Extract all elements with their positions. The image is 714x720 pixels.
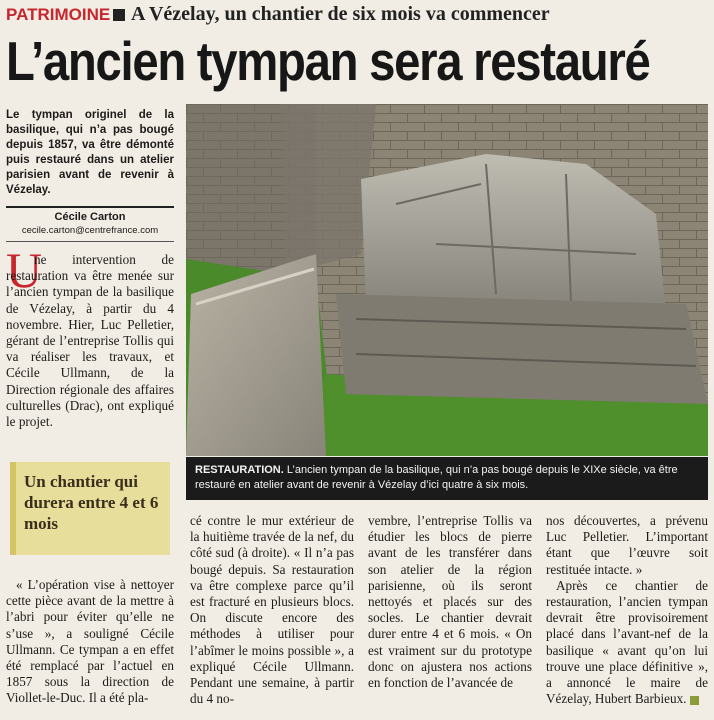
photo-illustration	[186, 104, 708, 456]
lede: Le tympan originel de la basilique, qui n’a pas bougé depuis 1857, va être démonté puis restauré dans un atelier parisien avant de revenir à Vézelay.	[6, 109, 174, 196]
author-email: cecile.carton@centrefrance.com	[21, 225, 159, 236]
kicker: A Vézelay, un chantier de six mois va commencer	[131, 3, 550, 25]
tympanum-photo	[186, 104, 708, 456]
section-label: PATRIMOINE	[6, 5, 111, 24]
photo-caption	[186, 457, 708, 500]
body-column-4	[546, 513, 708, 707]
caption-label: RESTAURATION.	[195, 464, 284, 476]
column-4-paragraph-2-text: Après ce chantier de restauration, l’ancien tympan devrait être provisoirement placé dans l’avant-nef de la basilique « avant qu’on lui trouve une place définitive », a annoncé le maire de Vézelay, Hubert Barbieux.	[546, 577, 708, 707]
section-square-icon	[113, 9, 125, 21]
column-4-paragraph-1: nos découvertes, a prévenu Luc Pelletier. L’important étant que l’œuvre soit restituée intacte. »	[546, 513, 708, 577]
end-mark-icon	[690, 696, 699, 705]
inset-box	[10, 462, 170, 555]
column-4-paragraph-2	[546, 578, 708, 708]
inset-title: Un chantier qui durera entre 4 et 6 mois	[24, 472, 159, 533]
divider	[6, 206, 174, 208]
body-column-1-top: ne intervention de restauration va être menée sur l’ancien tympan de la basilique de Vézelay, à partir du 4 novembre. Hier, Luc Pelletier, gérant de l’entreprise Tollis qui va réaliser les travaux, et Cécile Ullmann, de la Direction régionale des affaires culturelles (Drac), ont expliqué le projet.	[6, 252, 174, 430]
body-column-1-bottom: « L’opération vise à nettoyer cette pièce avant de la mettre à l’abri pour éviter qu’elle ne s’use », a souligné Cécile Ullmann. Ce tympan a en effet été remplacé par l’actuel en 1857 sous la direction de Viollet-le-Duc. Il a été pla-	[6, 577, 174, 706]
body-column-3: vembre, l’entreprise Tollis va étudier les blocs de pierre avant de les transférer dans son atelier de la région parisienne, où ils seront nettoyés et placés sur des socles. Le chantier devrait durer entre 4 et 6 mois. « On est vraiment sur du prototype donc on ajustera nos actions en fonction de l’avancée de	[368, 513, 532, 691]
drop-cap: U	[6, 242, 43, 298]
headline: L’ancien tympan sera restauré	[6, 30, 650, 92]
body-column-2: cé contre le mur extérieur de la huitième travée de la nef, du côté sud (à droite). « Il n’a pas bougé depuis. Sa restauration va être complexe parce qu’il est fracturé en plusieurs blocs. On discute encore des méthodes à utiliser pour l’abîmer le moins possible », a expliqué Cécile Ullmann. Pendant une semaine, à partir du 4 no-	[190, 513, 354, 707]
caption-text: L’ancien tympan de la basilique, qui n’a pas bougé depuis le XIXe siècle, va être restauré en atelier avant de revenir à Vézelay d’ici quatre à six mois.	[195, 464, 678, 491]
author-name: Cécile Carton	[54, 211, 126, 223]
